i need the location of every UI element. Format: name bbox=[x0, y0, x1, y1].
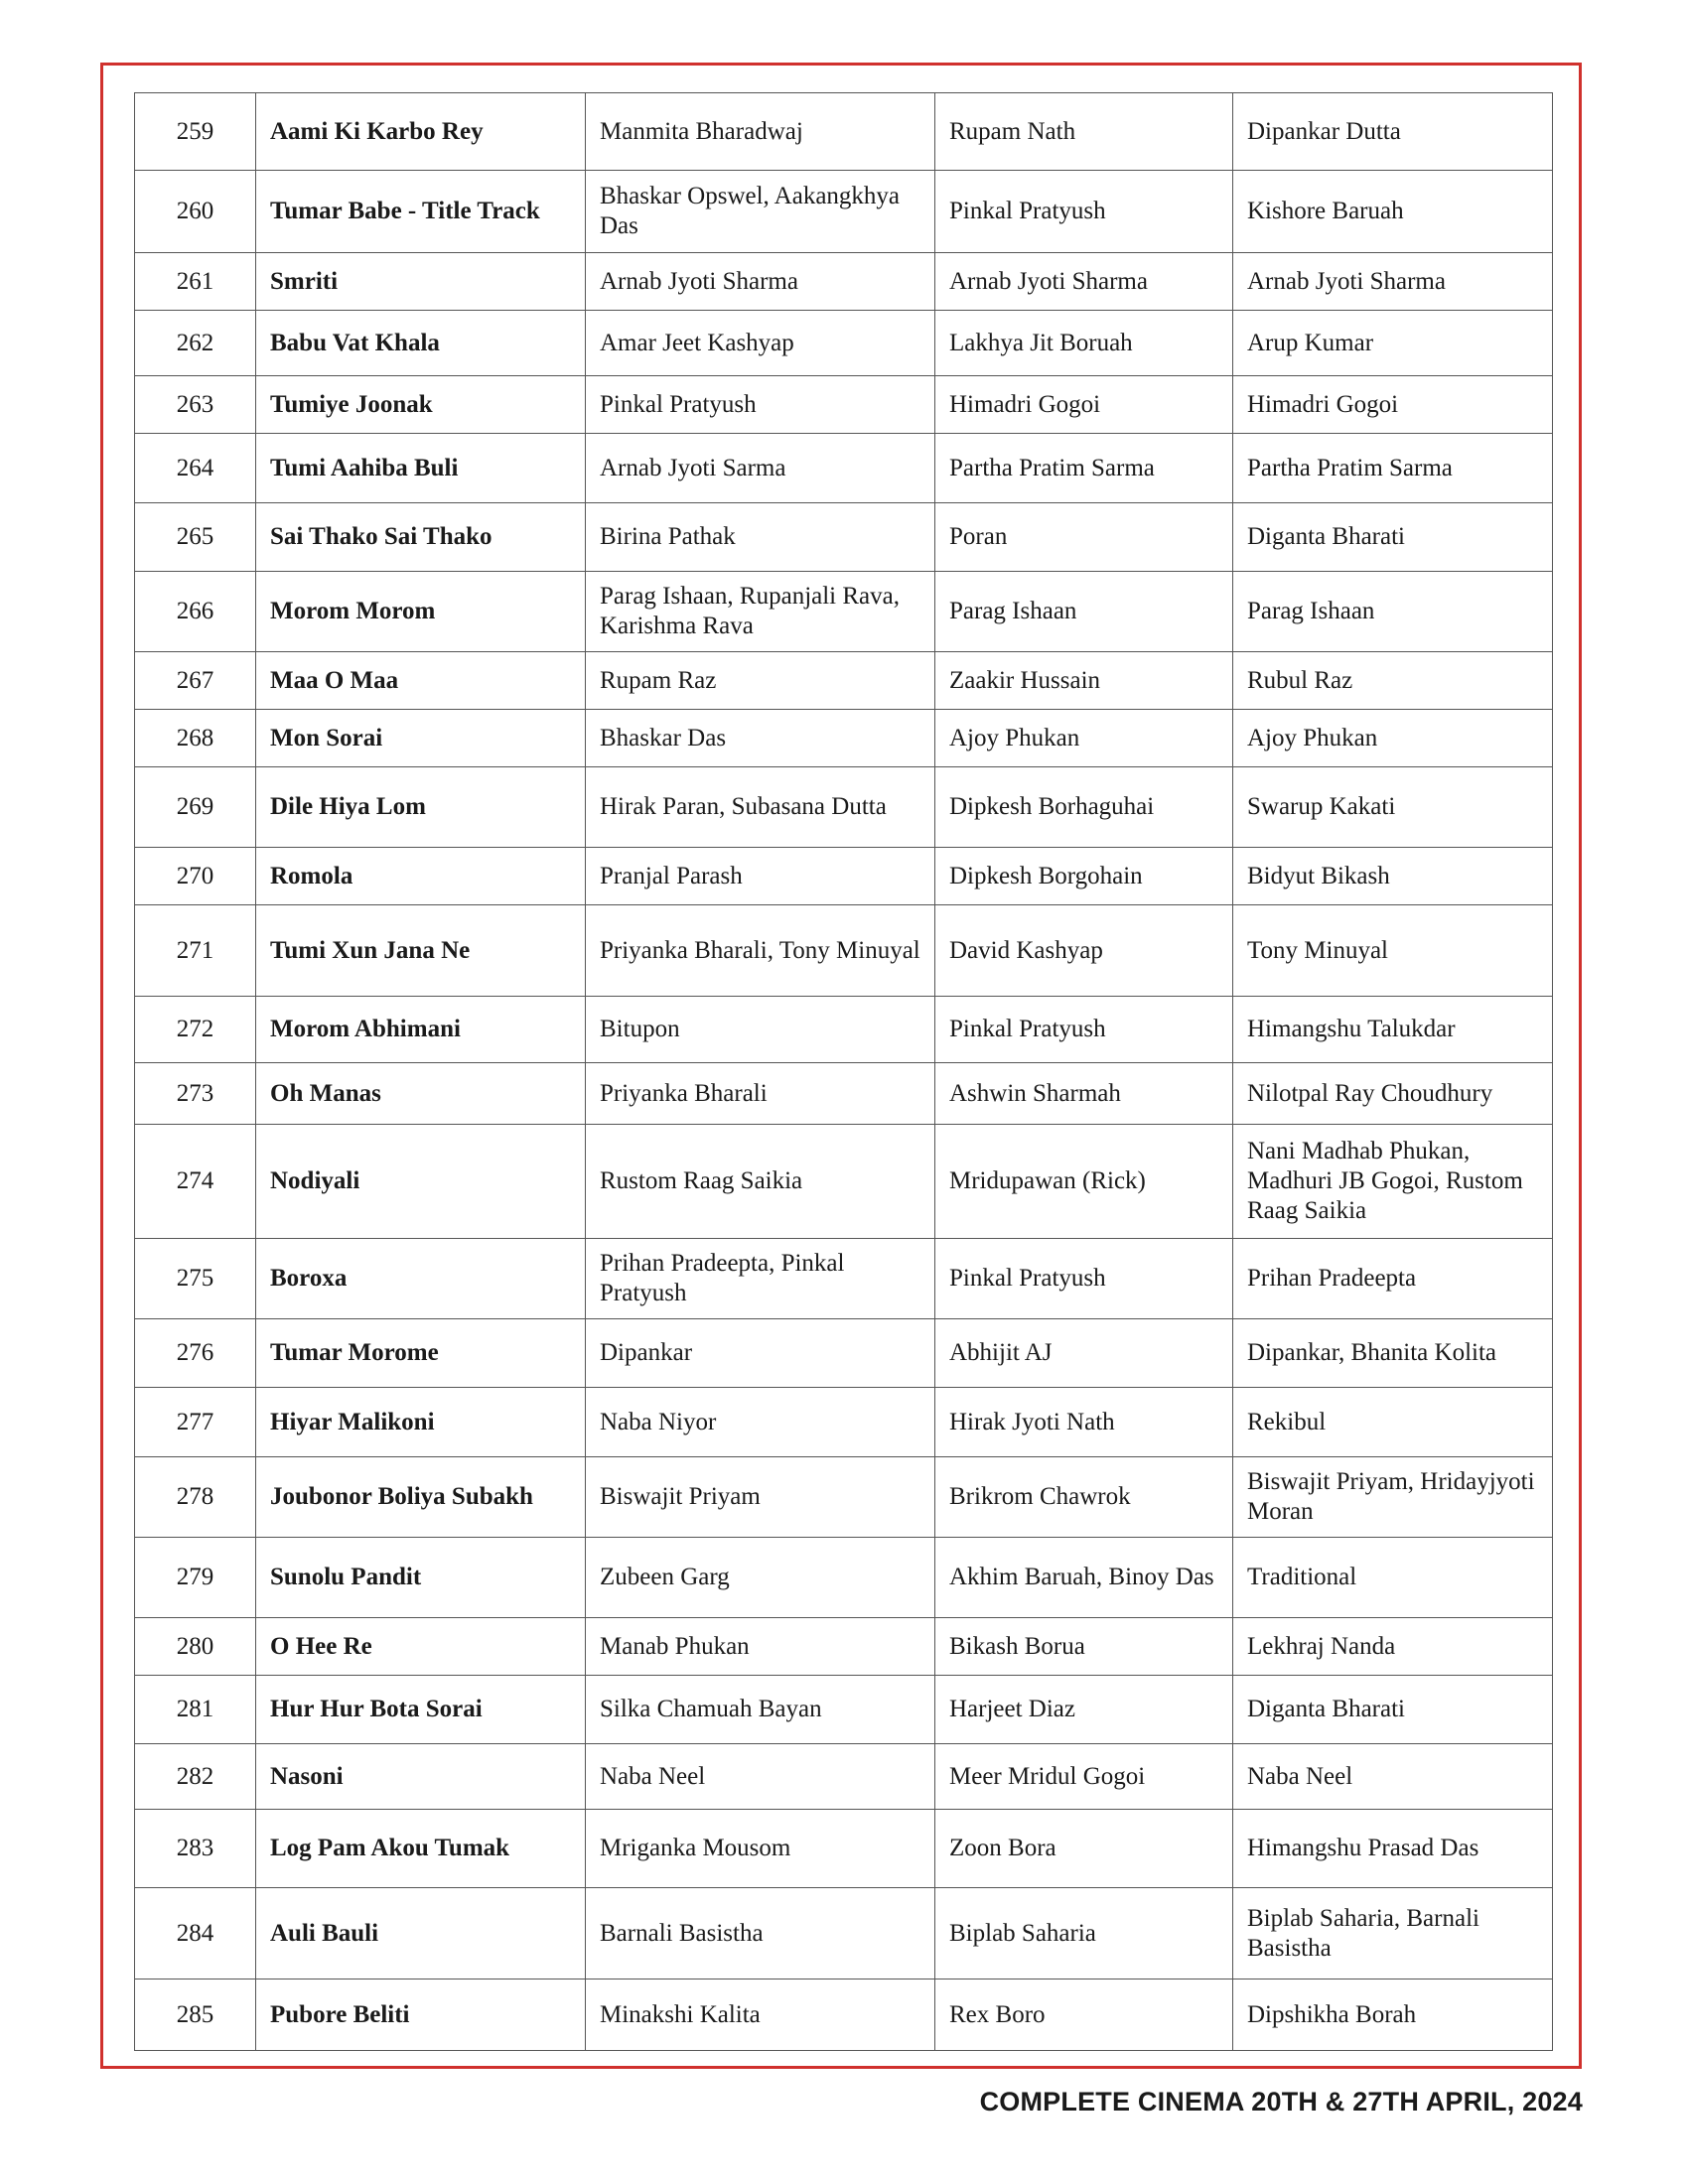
song-number: 274 bbox=[135, 1125, 256, 1239]
song-number: 277 bbox=[135, 1388, 256, 1457]
song-title: Dile Hiya Lom bbox=[256, 767, 586, 848]
table-row bbox=[135, 1676, 1553, 1744]
song-title: O Hee Re bbox=[256, 1618, 586, 1676]
column-3-names: Dipankar bbox=[586, 1319, 935, 1388]
publication-footer: COMPLETE CINEMA 20TH & 27TH APRIL, 2024 bbox=[979, 2087, 1583, 2116]
song-number: 283 bbox=[135, 1810, 256, 1888]
column-4-names: Lakhya Jit Boruah bbox=[935, 311, 1233, 376]
column-5-names: Rubul Raz bbox=[1233, 652, 1553, 710]
column-4-names: Ajoy Phukan bbox=[935, 710, 1233, 767]
column-5-names: Traditional bbox=[1233, 1538, 1553, 1618]
column-5-names: Himangshu Prasad Das bbox=[1233, 1810, 1553, 1888]
song-title: Morom Morom bbox=[256, 572, 586, 652]
song-number: 266 bbox=[135, 572, 256, 652]
column-5-names: Nilotpal Ray Choudhury bbox=[1233, 1063, 1553, 1125]
column-3-names: Rustom Raag Saikia bbox=[586, 1125, 935, 1239]
song-title: Hur Hur Bota Sorai bbox=[256, 1676, 586, 1744]
song-title: Babu Vat Khala bbox=[256, 311, 586, 376]
song-number: 270 bbox=[135, 848, 256, 905]
table-row bbox=[135, 1744, 1553, 1810]
song-title: Nasoni bbox=[256, 1744, 586, 1810]
column-3-names: Mriganka Mousom bbox=[586, 1810, 935, 1888]
song-number: 264 bbox=[135, 434, 256, 503]
column-3-names: Arnab Jyoti Sharma bbox=[586, 253, 935, 311]
column-3-names: Amar Jeet Kashyap bbox=[586, 311, 935, 376]
song-title: Pubore Beliti bbox=[256, 1979, 586, 2051]
column-5-names: Himadri Gogoi bbox=[1233, 376, 1553, 434]
column-3-names: Manmita Bharadwaj bbox=[586, 93, 935, 171]
column-4-names: Pinkal Pratyush bbox=[935, 171, 1233, 253]
column-4-names: Pinkal Pratyush bbox=[935, 997, 1233, 1063]
column-5-names: Arup Kumar bbox=[1233, 311, 1553, 376]
table-row bbox=[135, 905, 1553, 997]
column-5-names: Lekhraj Nanda bbox=[1233, 1618, 1553, 1676]
song-number: 265 bbox=[135, 503, 256, 572]
table-row bbox=[135, 1618, 1553, 1676]
song-title: Maa O Maa bbox=[256, 652, 586, 710]
column-4-names: Abhijit AJ bbox=[935, 1319, 1233, 1388]
column-4-names: Rex Boro bbox=[935, 1979, 1233, 2051]
song-number: 275 bbox=[135, 1239, 256, 1319]
song-title: Smriti bbox=[256, 253, 586, 311]
column-5-names: Diganta Bharati bbox=[1233, 1676, 1553, 1744]
column-5-names: Dipankar, Bhanita Kolita bbox=[1233, 1319, 1553, 1388]
column-3-names: Silka Chamuah Bayan bbox=[586, 1676, 935, 1744]
table-row bbox=[135, 503, 1553, 572]
song-title: Log Pam Akou Tumak bbox=[256, 1810, 586, 1888]
song-title: Tumi Aahiba Buli bbox=[256, 434, 586, 503]
song-number: 281 bbox=[135, 1676, 256, 1744]
column-4-names: Bikash Borua bbox=[935, 1618, 1233, 1676]
column-3-names: Bitupon bbox=[586, 997, 935, 1063]
column-5-names: Naba Neel bbox=[1233, 1744, 1553, 1810]
song-number: 269 bbox=[135, 767, 256, 848]
song-number: 267 bbox=[135, 652, 256, 710]
song-number: 280 bbox=[135, 1618, 256, 1676]
song-title: Sunolu Pandit bbox=[256, 1538, 586, 1618]
song-title: Joubonor Boliya Subakh bbox=[256, 1457, 586, 1538]
song-title: Tumar Babe - Title Track bbox=[256, 171, 586, 253]
song-title: Boroxa bbox=[256, 1239, 586, 1319]
song-title: Hiyar Malikoni bbox=[256, 1388, 586, 1457]
column-4-names: Pinkal Pratyush bbox=[935, 1239, 1233, 1319]
song-number: 282 bbox=[135, 1744, 256, 1810]
song-title: Mon Sorai bbox=[256, 710, 586, 767]
song-number: 259 bbox=[135, 93, 256, 171]
column-3-names: Parag Ishaan, Rupanjali Rava, Karishma Rava bbox=[586, 572, 935, 652]
column-4-names: Harjeet Diaz bbox=[935, 1676, 1233, 1744]
song-title: Tumi Xun Jana Ne bbox=[256, 905, 586, 997]
column-5-names: Diganta Bharati bbox=[1233, 503, 1553, 572]
column-3-names: Bhaskar Opswel, Aakangkhya Das bbox=[586, 171, 935, 253]
column-4-names: Arnab Jyoti Sharma bbox=[935, 253, 1233, 311]
song-number: 262 bbox=[135, 311, 256, 376]
table-row bbox=[135, 1388, 1553, 1457]
table-row bbox=[135, 434, 1553, 503]
column-5-names: Kishore Baruah bbox=[1233, 171, 1553, 253]
column-3-names: Barnali Basistha bbox=[586, 1888, 935, 1979]
column-5-names: Parag Ishaan bbox=[1233, 572, 1553, 652]
table-row bbox=[135, 710, 1553, 767]
table-row bbox=[135, 376, 1553, 434]
column-3-names: Priyanka Bharali, Tony Minuyal bbox=[586, 905, 935, 997]
song-title: Aami Ki Karbo Rey bbox=[256, 93, 586, 171]
song-title: Tumiye Joonak bbox=[256, 376, 586, 434]
table-row bbox=[135, 93, 1553, 171]
table-row bbox=[135, 1888, 1553, 1979]
column-3-names: Manab Phukan bbox=[586, 1618, 935, 1676]
song-title: Romola bbox=[256, 848, 586, 905]
column-5-names: Bidyut Bikash bbox=[1233, 848, 1553, 905]
column-5-names: Dipankar Dutta bbox=[1233, 93, 1553, 171]
table-row bbox=[135, 253, 1553, 311]
column-3-names: Bhaskar Das bbox=[586, 710, 935, 767]
table-row bbox=[135, 1457, 1553, 1538]
column-5-names: Biplab Saharia, Barnali Basistha bbox=[1233, 1888, 1553, 1979]
column-4-names: Zaakir Hussain bbox=[935, 652, 1233, 710]
song-title: Oh Manas bbox=[256, 1063, 586, 1125]
column-3-names: Prihan Pradeepta, Pinkal Pratyush bbox=[586, 1239, 935, 1319]
column-5-names: Himangshu Talukdar bbox=[1233, 997, 1553, 1063]
column-5-names: Tony Minuyal bbox=[1233, 905, 1553, 997]
songs-table bbox=[134, 92, 1553, 2051]
column-5-names: Ajoy Phukan bbox=[1233, 710, 1553, 767]
column-3-names: Biswajit Priyam bbox=[586, 1457, 935, 1538]
songs-table-body bbox=[135, 93, 1553, 2051]
song-number: 260 bbox=[135, 171, 256, 253]
column-4-names: Biplab Saharia bbox=[935, 1888, 1233, 1979]
column-4-names: Brikrom Chawrok bbox=[935, 1457, 1233, 1538]
song-number: 284 bbox=[135, 1888, 256, 1979]
column-3-names: Pranjal Parash bbox=[586, 848, 935, 905]
column-3-names: Arnab Jyoti Sarma bbox=[586, 434, 935, 503]
column-3-names: Minakshi Kalita bbox=[586, 1979, 935, 2051]
table-row bbox=[135, 767, 1553, 848]
column-4-names: Partha Pratim Sarma bbox=[935, 434, 1233, 503]
song-number: 276 bbox=[135, 1319, 256, 1388]
song-title: Auli Bauli bbox=[256, 1888, 586, 1979]
table-row bbox=[135, 311, 1553, 376]
song-number: 261 bbox=[135, 253, 256, 311]
column-3-names: Hirak Paran, Subasana Dutta bbox=[586, 767, 935, 848]
column-4-names: Himadri Gogoi bbox=[935, 376, 1233, 434]
column-4-names: Poran bbox=[935, 503, 1233, 572]
song-number: 273 bbox=[135, 1063, 256, 1125]
column-4-names: Dipkesh Borgohain bbox=[935, 848, 1233, 905]
song-number: 268 bbox=[135, 710, 256, 767]
table-row bbox=[135, 1979, 1553, 2051]
song-number: 279 bbox=[135, 1538, 256, 1618]
column-4-names: Mridupawan (Rick) bbox=[935, 1125, 1233, 1239]
table-row bbox=[135, 1319, 1553, 1388]
table-row bbox=[135, 171, 1553, 253]
song-title: Nodiyali bbox=[256, 1125, 586, 1239]
column-5-names: Partha Pratim Sarma bbox=[1233, 434, 1553, 503]
column-5-names: Dipshikha Borah bbox=[1233, 1979, 1553, 2051]
column-4-names: Meer Mridul Gogoi bbox=[935, 1744, 1233, 1810]
table-row bbox=[135, 1538, 1553, 1618]
column-5-names: Swarup Kakati bbox=[1233, 767, 1553, 848]
table-row bbox=[135, 572, 1553, 652]
table-row bbox=[135, 1810, 1553, 1888]
column-5-names: Nani Madhab Phukan, Madhuri JB Gogoi, Rustom Raag Saikia bbox=[1233, 1125, 1553, 1239]
column-4-names: David Kashyap bbox=[935, 905, 1233, 997]
column-4-names: Hirak Jyoti Nath bbox=[935, 1388, 1233, 1457]
column-3-names: Priyanka Bharali bbox=[586, 1063, 935, 1125]
column-4-names: Ashwin Sharmah bbox=[935, 1063, 1233, 1125]
table-row bbox=[135, 652, 1553, 710]
column-4-names: Dipkesh Borhaguhai bbox=[935, 767, 1233, 848]
column-4-names: Zoon Bora bbox=[935, 1810, 1233, 1888]
table-row bbox=[135, 997, 1553, 1063]
song-number: 272 bbox=[135, 997, 256, 1063]
song-title: Sai Thako Sai Thako bbox=[256, 503, 586, 572]
column-3-names: Naba Niyor bbox=[586, 1388, 935, 1457]
table-row bbox=[135, 1125, 1553, 1239]
song-number: 263 bbox=[135, 376, 256, 434]
table-row bbox=[135, 1239, 1553, 1319]
song-number: 278 bbox=[135, 1457, 256, 1538]
column-5-names: Rekibul bbox=[1233, 1388, 1553, 1457]
table-row bbox=[135, 848, 1553, 905]
column-4-names: Parag Ishaan bbox=[935, 572, 1233, 652]
column-5-names: Arnab Jyoti Sharma bbox=[1233, 253, 1553, 311]
column-3-names: Naba Neel bbox=[586, 1744, 935, 1810]
column-5-names: Biswajit Priyam, Hridayjyoti Moran bbox=[1233, 1457, 1553, 1538]
song-title: Tumar Morome bbox=[256, 1319, 586, 1388]
column-3-names: Rupam Raz bbox=[586, 652, 935, 710]
column-3-names: Zubeen Garg bbox=[586, 1538, 935, 1618]
song-number: 285 bbox=[135, 1979, 256, 2051]
song-title: Morom Abhimani bbox=[256, 997, 586, 1063]
column-4-names: Akhim Baruah, Binoy Das bbox=[935, 1538, 1233, 1618]
column-4-names: Rupam Nath bbox=[935, 93, 1233, 171]
song-number: 271 bbox=[135, 905, 256, 997]
column-5-names: Prihan Pradeepta bbox=[1233, 1239, 1553, 1319]
table-row bbox=[135, 1063, 1553, 1125]
column-3-names: Pinkal Pratyush bbox=[586, 376, 935, 434]
column-3-names: Birina Pathak bbox=[586, 503, 935, 572]
